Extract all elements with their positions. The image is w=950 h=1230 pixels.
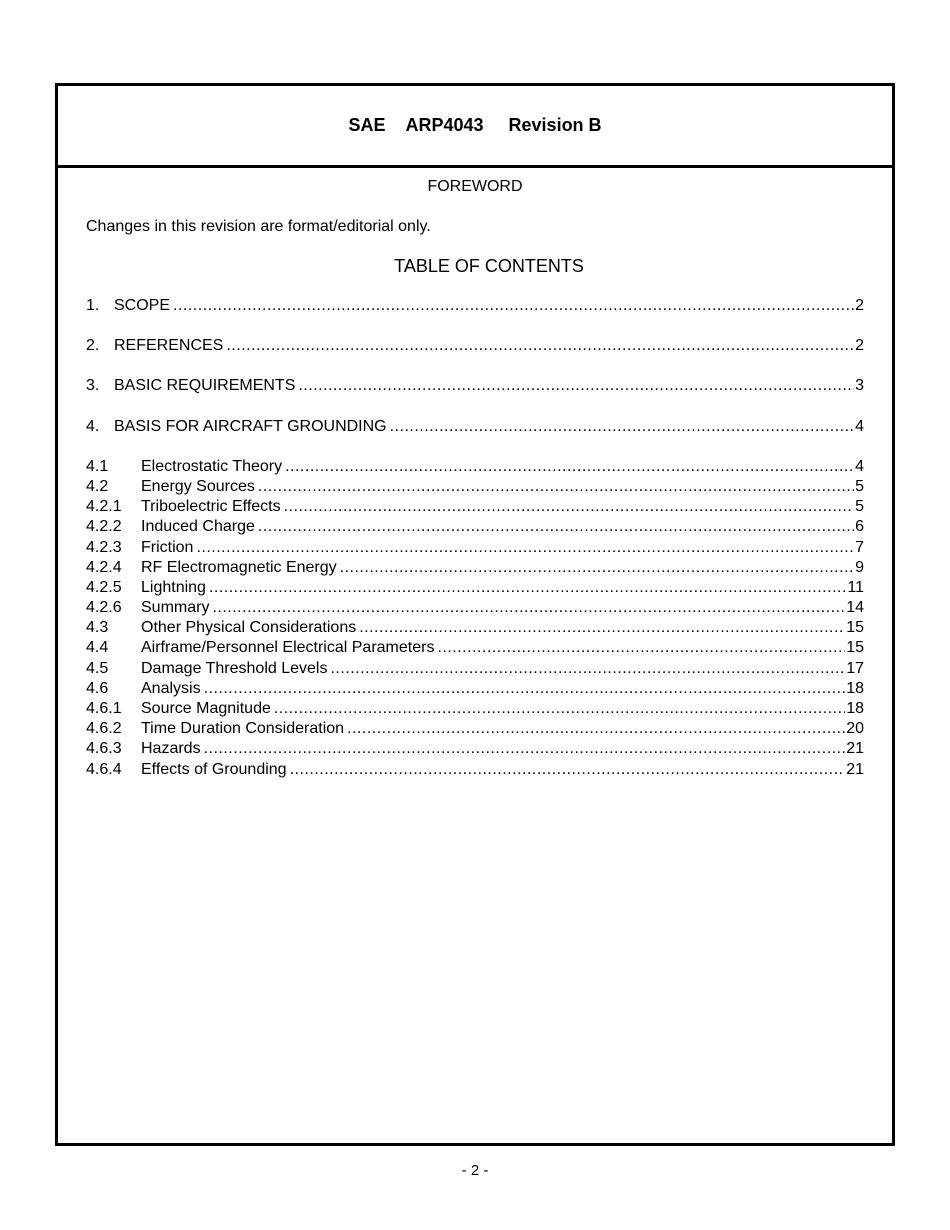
toc-entry[interactable] — [86, 558, 864, 578]
page-body — [58, 178, 892, 780]
toc-entry-title: BASIS FOR AIRCRAFT GROUNDING — [114, 417, 387, 435]
toc-entry[interactable] — [86, 638, 864, 658]
dot-leader — [390, 417, 854, 437]
toc-entry[interactable] — [86, 336, 864, 356]
dot-leader — [258, 517, 854, 537]
toc-entry-page: 21 — [846, 740, 864, 758]
toc-entry-title: Lightning — [141, 578, 206, 596]
dot-leader — [209, 578, 846, 598]
toc-entry-number: 4.5 — [86, 659, 109, 677]
toc-entry-page: 21 — [846, 760, 864, 778]
toc-entry-title: Friction — [141, 538, 194, 556]
toc-entry-number: 4.2.4 — [86, 558, 122, 576]
toc-entry-page: 5 — [855, 498, 864, 516]
toc-entry-title: Analysis — [141, 679, 201, 697]
toc-entry-page: 18 — [846, 679, 864, 697]
toc-entry-title: Hazards — [141, 740, 201, 758]
toc-entry-number: 4.2.5 — [86, 578, 122, 596]
toc-entry-title: Time Duration Consideration — [141, 720, 345, 738]
toc-entry-title: Airframe/Personnel Electrical Parameters — [141, 639, 435, 657]
toc-heading: TABLE OF CONTENTS — [394, 256, 584, 276]
header-org: SAE — [348, 115, 386, 135]
toc-entry-page: 5 — [855, 477, 864, 495]
toc-entry-page: 18 — [846, 700, 864, 717]
toc-entry-title: Other Physical Considerations — [141, 619, 357, 637]
toc-entry[interactable] — [86, 598, 864, 618]
dot-leader — [204, 679, 846, 699]
toc-entry-number: 4.2.2 — [86, 518, 122, 536]
dot-leader — [284, 497, 854, 517]
toc-entry[interactable] — [86, 679, 864, 699]
toc-entry-title: REFERENCES — [114, 337, 224, 355]
dot-leader — [204, 739, 846, 759]
dot-leader — [274, 699, 845, 719]
toc-entry-page: 4 — [855, 457, 864, 475]
dot-leader — [437, 638, 845, 658]
header-doc-number: ARP4043 — [405, 115, 484, 135]
toc-entry-page: 2 — [855, 337, 864, 355]
table-of-contents — [86, 296, 864, 780]
toc-entry-page: 17 — [846, 659, 864, 677]
dot-leader — [347, 719, 845, 739]
toc-entry-title: Effects of Grounding — [141, 760, 287, 778]
dot-leader — [258, 477, 854, 497]
toc-entry[interactable] — [86, 497, 864, 517]
toc-entry[interactable] — [86, 457, 864, 477]
foreword-text: Changes in this revision are format/editorial only. — [86, 218, 431, 235]
toc-entry-number: 4.6.1 — [86, 700, 122, 717]
toc-entry-number: 4.2.1 — [86, 498, 122, 516]
toc-entry[interactable] — [86, 719, 864, 739]
toc-entry-number: 3. — [86, 377, 100, 395]
toc-entry-number: 4. — [86, 417, 100, 435]
toc-entry-page: 6 — [855, 518, 864, 536]
toc-entry[interactable] — [86, 760, 864, 780]
toc-entry-number: 4.6.4 — [86, 760, 122, 778]
toc-entry-title: Electrostatic Theory — [141, 457, 283, 475]
toc-entry-title: Damage Threshold Levels — [141, 659, 328, 677]
dot-leader — [290, 760, 846, 780]
toc-entry[interactable] — [86, 517, 864, 537]
toc-entry-title: Summary — [141, 599, 210, 617]
toc-entry-page: 4 — [855, 417, 864, 435]
toc-entry-page: 14 — [846, 599, 864, 617]
dot-leader — [212, 598, 845, 618]
toc-entry-page: 9 — [855, 558, 864, 576]
toc-entry-page: 2 — [855, 297, 864, 314]
toc-entry-title: Triboelectric Effects — [141, 498, 281, 516]
toc-entry-number: 4.6.3 — [86, 740, 122, 758]
toc-entry-page: 3 — [855, 377, 864, 395]
toc-entry-page: 7 — [855, 538, 864, 556]
dot-leader — [359, 618, 845, 638]
toc-entry-number: 4.6 — [86, 679, 109, 697]
toc-entry-number: 4.4 — [86, 639, 109, 657]
toc-entry-title: Induced Charge — [141, 518, 255, 536]
toc-entry-page: 15 — [846, 619, 864, 637]
toc-entry[interactable] — [86, 578, 864, 598]
dot-leader — [285, 457, 854, 477]
page-number-footer: - 2 - — [461, 1162, 489, 1179]
dot-leader — [196, 538, 854, 558]
toc-entry-number: 1. — [86, 297, 100, 314]
dot-leader — [340, 558, 854, 578]
dot-leader — [226, 336, 854, 356]
toc-entry[interactable] — [86, 618, 864, 638]
toc-entry-number: 4.2.3 — [86, 538, 122, 556]
toc-entry-title: Source Magnitude — [141, 700, 271, 717]
foreword-heading: FOREWORD — [427, 178, 523, 195]
page-frame — [55, 83, 895, 1146]
toc-entry-title: RF Electromagnetic Energy — [141, 558, 337, 576]
toc-entry-number: 2. — [86, 337, 100, 355]
toc-entry-number: 4.3 — [86, 619, 109, 637]
document-header — [58, 86, 892, 168]
toc-entry[interactable] — [86, 739, 864, 759]
toc-entry[interactable] — [86, 699, 864, 719]
toc-entry-title: Energy Sources — [141, 477, 255, 495]
toc-entry-page: 15 — [846, 639, 864, 657]
toc-entry[interactable] — [86, 477, 864, 497]
toc-entry-title: SCOPE — [114, 297, 171, 314]
toc-entry-page: 20 — [846, 720, 864, 738]
dot-leader — [298, 376, 854, 396]
toc-entry-number: 4.2.6 — [86, 599, 122, 617]
toc-entry[interactable] — [86, 659, 864, 679]
toc-entry[interactable] — [86, 538, 864, 558]
toc-entry-title: BASIC REQUIREMENTS — [114, 377, 296, 395]
toc-entry[interactable] — [86, 417, 864, 437]
dot-leader — [330, 659, 845, 679]
toc-entry-page: 11 — [847, 578, 864, 596]
toc-entry-number: 4.1 — [86, 457, 109, 475]
toc-entry-number: 4.2 — [86, 477, 109, 495]
toc-entry-number: 4.6.2 — [86, 720, 122, 738]
header-revision: Revision B — [508, 115, 602, 135]
dot-leader — [173, 296, 854, 316]
toc-entry[interactable] — [86, 296, 864, 316]
toc-entry[interactable] — [86, 376, 864, 396]
